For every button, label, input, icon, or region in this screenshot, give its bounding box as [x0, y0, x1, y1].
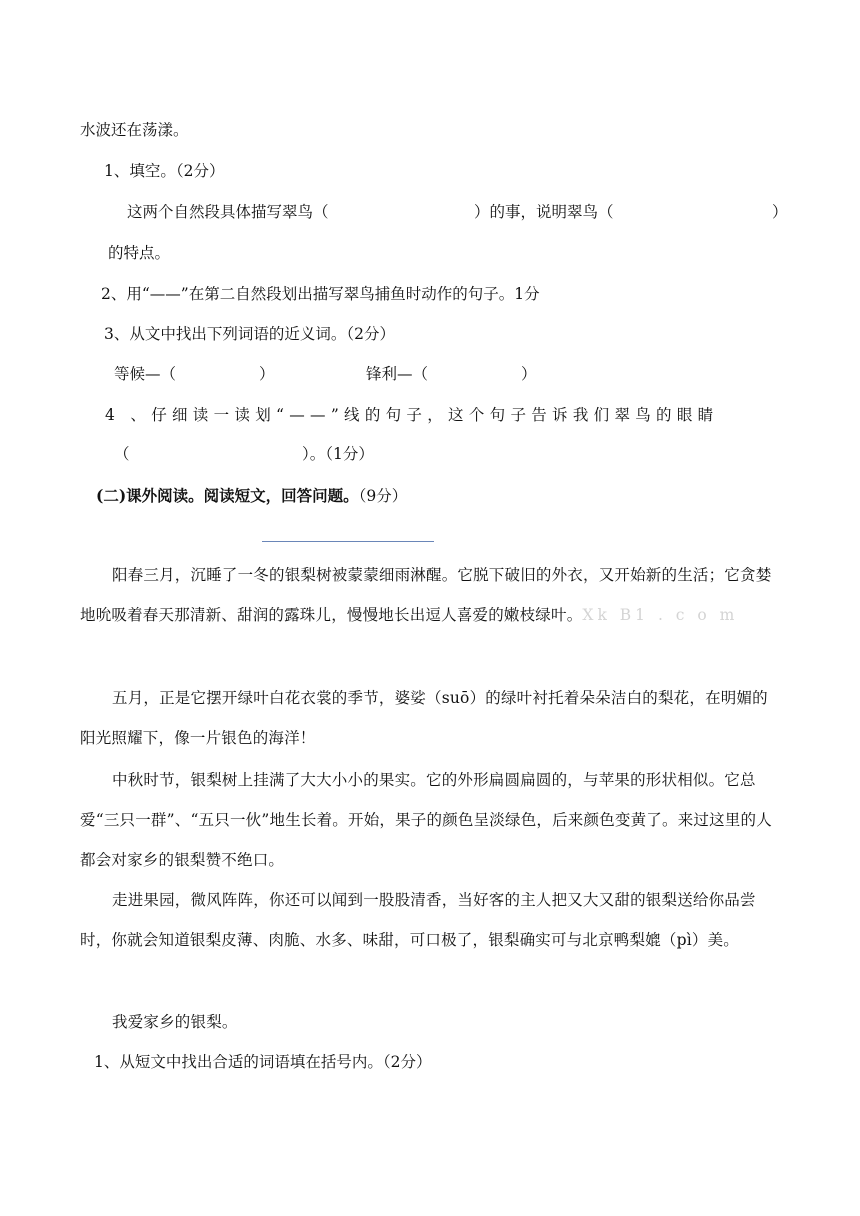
question-1-text-c: ）	[772, 203, 788, 221]
question-1-text-d: 的特点。	[108, 244, 171, 262]
question-1-text-a: 这两个自然段具体描写翠鸟（	[127, 203, 329, 221]
reading-paragraph-2-text: 五月，正是它摆开绿叶白花衣裳的季节，婆娑（suō）的绿叶衬托着朵朵洁白的梨花，在明媚的阳光照耀下，像一片银色的海洋！	[80, 689, 768, 747]
reading-paragraph-5	[80, 1002, 782, 1042]
reading-paragraph-5-text: 我爱家乡的银梨。	[112, 1013, 238, 1031]
reading-paragraph-2	[80, 678, 782, 758]
reading-paragraph-1	[80, 555, 782, 635]
question-3-label: 3、从文中找出下列词语的近义词。（2分）	[104, 325, 395, 343]
question-4-close: ）。（1分）	[302, 445, 374, 463]
reading-paragraph-3-text: 中秋时节，银梨树上挂满了大大小小的果实。它的外形扁圆扁圆的，与苹果的形状相似。它总爱“三只一群”、“五只一伙”地生长着。开始，果子的颜色呈淡绿色，后来颜色变黄了。来过这里的人都会对家乡的银梨赞不绝口。	[80, 771, 772, 869]
section-2-heading	[96, 485, 407, 507]
reading-question-1: 1、从短文中找出合适的词语填在括号内。（2分）	[94, 1053, 432, 1071]
passage-tail: 水波还在荡漾。	[80, 121, 189, 139]
section-2-heading-score: （9分）	[358, 487, 408, 505]
question-2: 2、用“——”在第二自然段划出描写翠鸟捕鱼时动作的句子。1分	[101, 285, 540, 303]
question-1-label: 1、填空。（2分）	[104, 162, 225, 180]
synonym-2-prompt: 锋利—（	[366, 365, 429, 383]
reading-paragraph-4-text: 走进果园，微风阵阵，你还可以闻到一股股清香，当好客的主人把又大又甜的银梨送给你品尝时，你就会知道银梨皮薄、肉脆、水多、味甜，可口极了，银梨确实可与北京鸭梨媲（pì）美。	[80, 891, 756, 949]
watermark-text: Xk B1 . c o m	[582, 606, 739, 624]
question-1-text-b: ）的事，说明翠鸟（	[474, 203, 614, 221]
reading-paragraph-4	[80, 880, 782, 960]
synonym-1-prompt: 等候—（	[114, 365, 177, 383]
reading-paragraph-3	[80, 760, 782, 880]
synonym-1-close: ）	[259, 365, 275, 383]
synonym-2-close: ）	[521, 365, 537, 383]
question-4-line1: 4 、仔细读一读划“——”线的句子，这个句子告诉我们翠鸟的眼睛	[105, 406, 719, 424]
reading-paragraph-1-text: 阳春三月，沉睡了一冬的银梨树被蒙蒙细雨淋醒。它脱下破旧的外衣，又开始新的生活；它贪婪地吮吸着春天那清新、甜润的露珠儿，慢慢地长出逗人喜爱的嫩枝绿叶。	[80, 566, 772, 624]
question-4-open: （	[114, 445, 130, 463]
divider-line	[262, 541, 434, 542]
section-2-heading-title: (二)课外阅读。阅读短文，回答问题。	[96, 486, 359, 505]
